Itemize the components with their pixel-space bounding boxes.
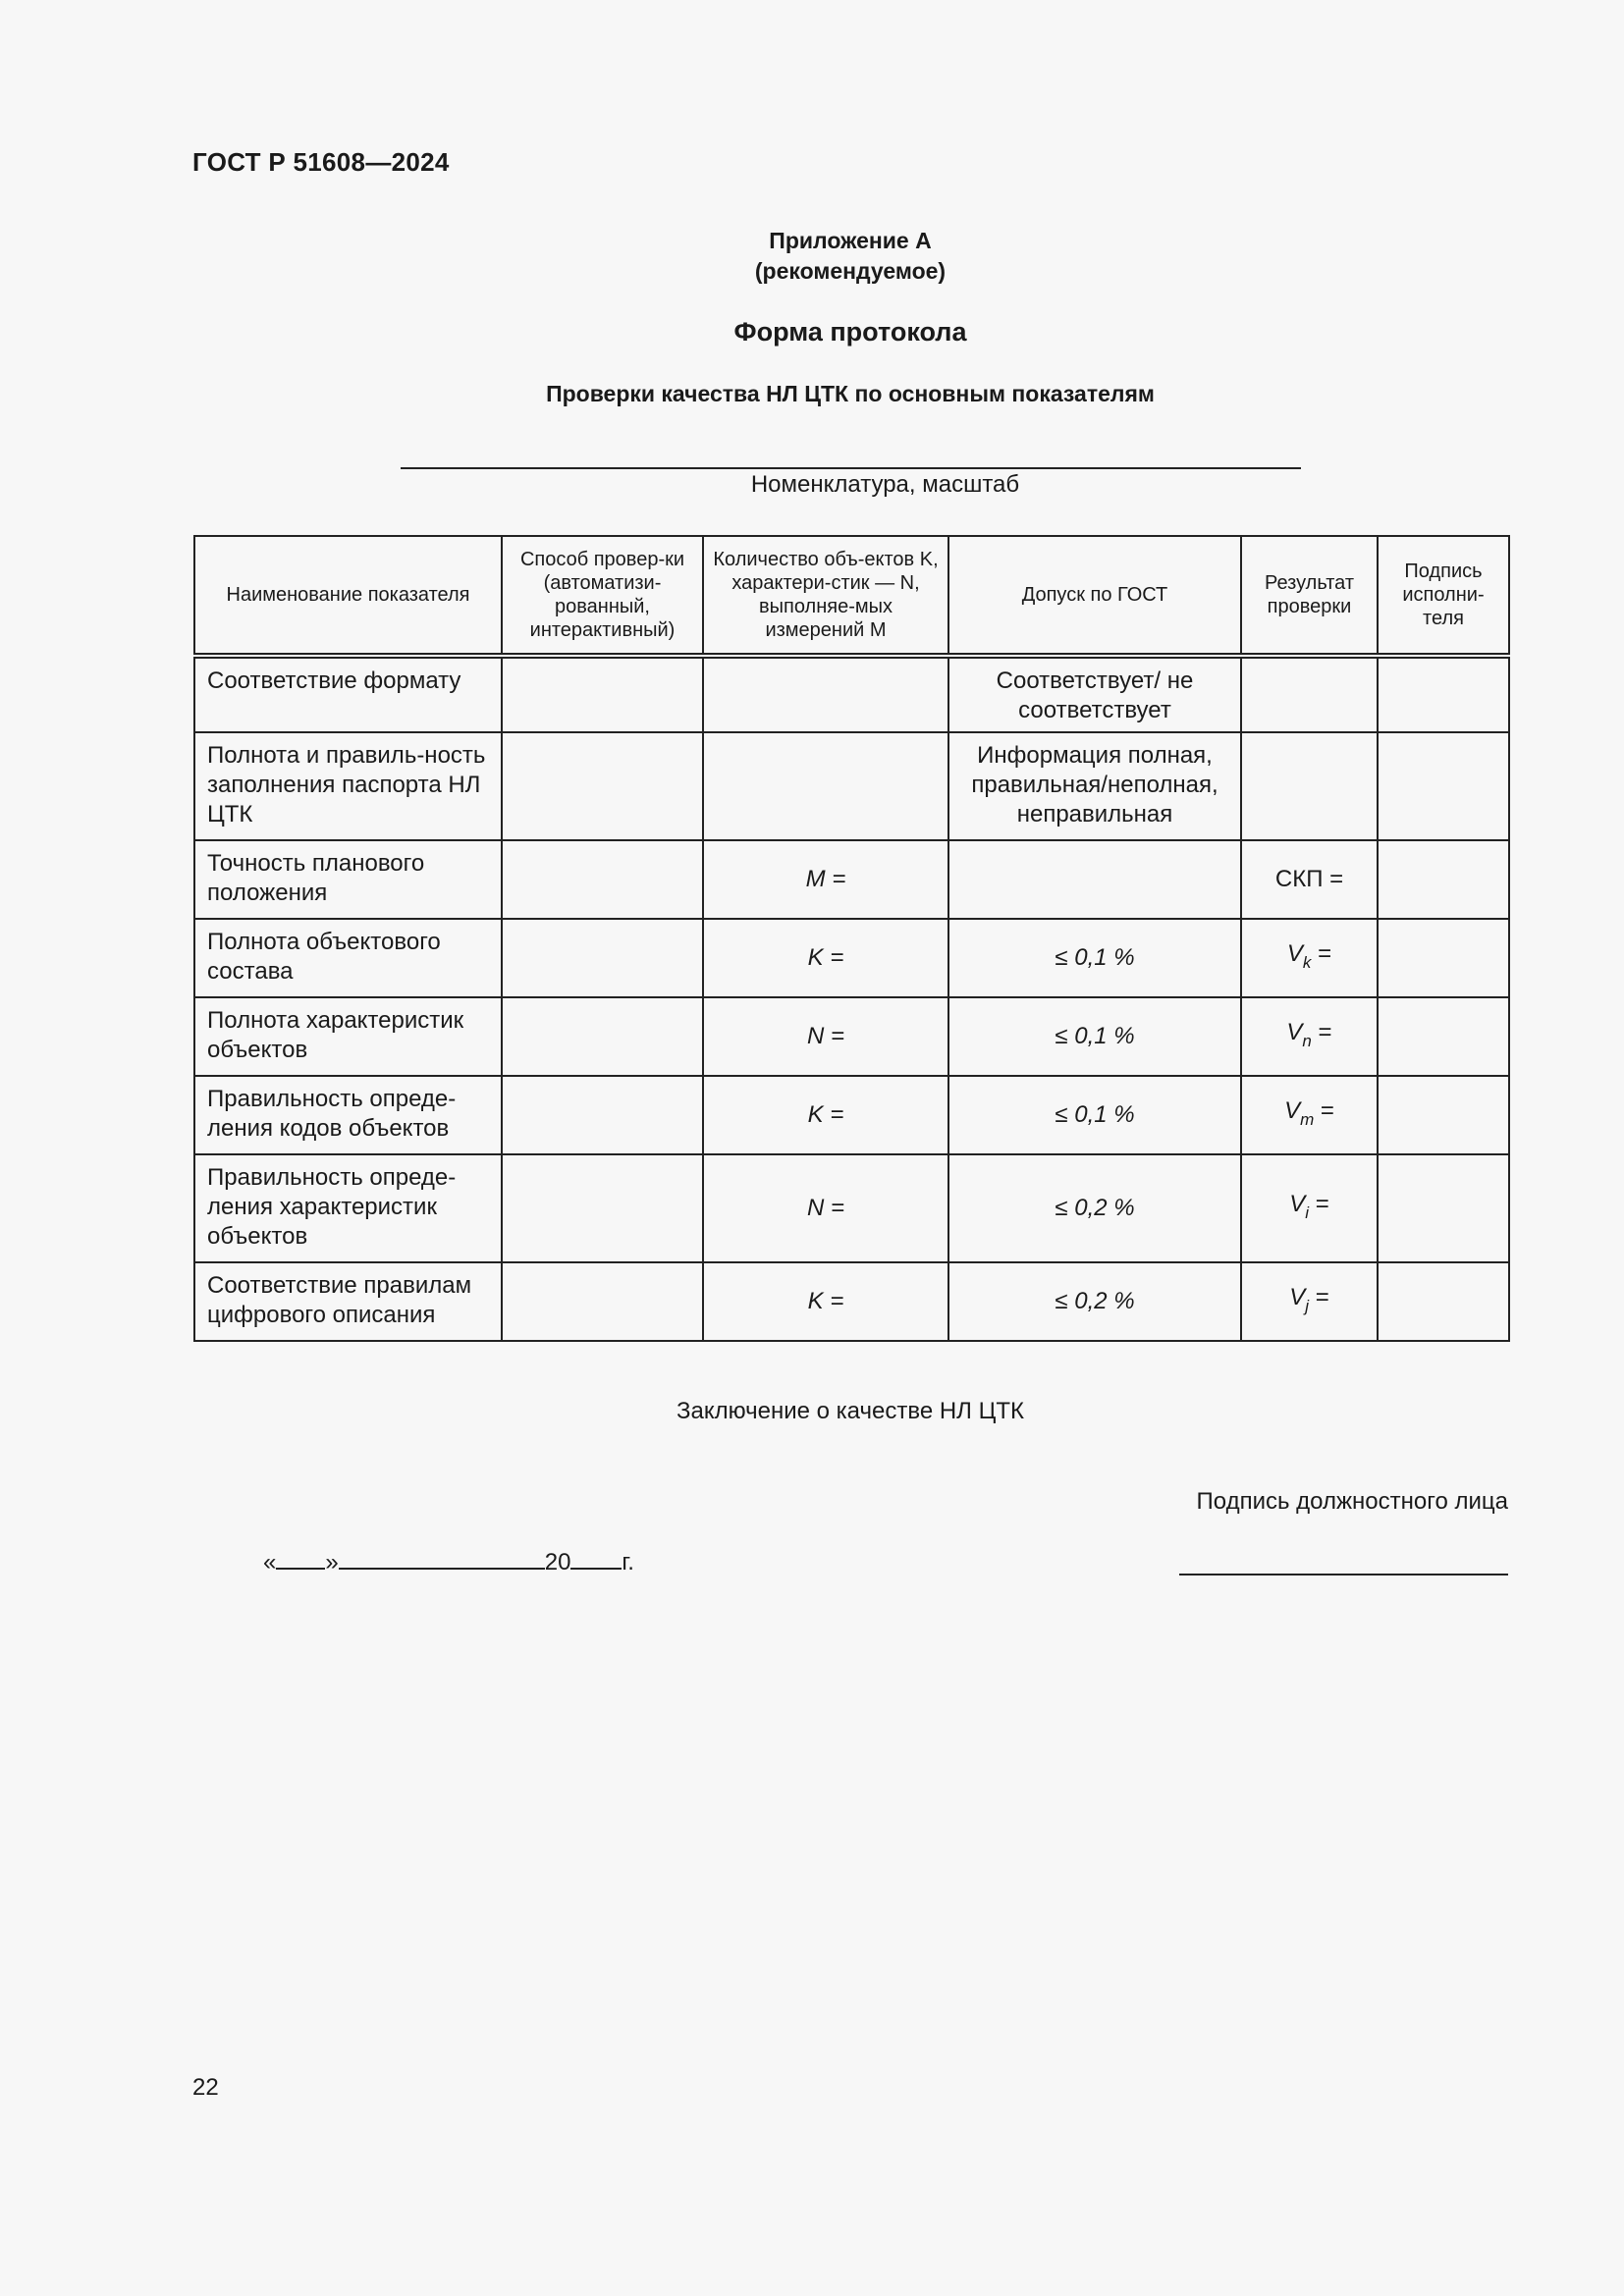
header-tolerance: Допуск по ГОСТ — [948, 536, 1241, 656]
signature-cell[interactable] — [1378, 840, 1509, 919]
check-method-cell[interactable] — [502, 732, 703, 840]
header-indicator-name: Наименование показателя — [194, 536, 502, 656]
table-row — [194, 997, 1509, 1076]
tolerance-cell: ≤ 0,2 % — [948, 1154, 1241, 1262]
indicator-name: Соответствие формату — [194, 656, 502, 732]
date-century: 20 — [544, 1549, 571, 1575]
header-object-count: Количество объ-ектов K, характери-стик — N, выполняе-мых измерений M — [703, 536, 948, 656]
table-row — [194, 1076, 1509, 1154]
nomenclature-label: Номенклатура, масштаб — [750, 471, 1020, 498]
date-day-blank[interactable] — [276, 1548, 325, 1570]
result-cell[interactable] — [1241, 732, 1378, 840]
signature-cell[interactable] — [1378, 1076, 1509, 1154]
result-cell[interactable]: $V_j$ = — [1241, 1262, 1378, 1341]
count-cell[interactable]: K = — [703, 1076, 948, 1154]
date-open-quote: « — [263, 1549, 277, 1575]
table-row — [194, 732, 1509, 840]
date-year-blank[interactable] — [570, 1548, 622, 1570]
table-row — [194, 1262, 1509, 1341]
signature-line[interactable] — [1179, 1574, 1508, 1575]
signature-label: Подпись должностного лица — [1196, 1488, 1508, 1515]
appendix-kind: (рекомендуемое) — [754, 258, 947, 284]
signature-cell[interactable] — [1378, 656, 1509, 732]
indicator-name: Правильность опреде-ления характеристик объектов — [194, 1154, 502, 1262]
signature-cell[interactable] — [1378, 997, 1509, 1076]
count-cell[interactable]: K = — [703, 919, 948, 997]
result-cell[interactable]: $V_i$ = — [1241, 1154, 1378, 1262]
table-row — [194, 1154, 1509, 1262]
tolerance-cell: ≤ 0,1 % — [948, 919, 1241, 997]
appendix-heading — [192, 226, 1508, 287]
protocol-table — [193, 535, 1510, 1342]
signature-cell[interactable] — [1378, 1154, 1509, 1262]
check-method-cell[interactable] — [502, 1262, 703, 1341]
result-cell[interactable]: $V_n$ = — [1241, 997, 1378, 1076]
date-month-blank[interactable] — [339, 1548, 545, 1570]
table-row — [194, 919, 1509, 997]
signature-cell[interactable] — [1378, 1262, 1509, 1341]
result-cell[interactable] — [1241, 656, 1378, 732]
count-cell[interactable]: N = — [703, 1154, 948, 1262]
table-row — [194, 840, 1509, 919]
header-check-result: Результат проверки — [1241, 536, 1378, 656]
appendix-title: Приложение А — [769, 228, 932, 253]
indicator-name: Правильность опреде-ления кодов объектов — [194, 1076, 502, 1154]
header-check-method: Способ провер-ки (автоматизи-рованный, интерактивный) — [502, 536, 703, 656]
date-year-suffix: г. — [622, 1549, 634, 1575]
count-cell[interactable]: N = — [703, 997, 948, 1076]
nomenclature-line — [401, 467, 1301, 469]
tolerance-cell: ≤ 0,1 % — [948, 1076, 1241, 1154]
tolerance-cell: ≤ 0,1 % — [948, 997, 1241, 1076]
form-subtitle: Проверки качества НЛ ЦТК по основным показателям — [546, 381, 1155, 406]
conclusion-label: Заключение о качестве НЛ ЦТК — [677, 1398, 1024, 1424]
page-number: 22 — [192, 2074, 219, 2101]
check-method-cell[interactable] — [502, 1076, 703, 1154]
tolerance-cell: ≤ 0,2 % — [948, 1262, 1241, 1341]
indicator-name: Полнота характеристик объектов — [194, 997, 502, 1076]
signature-cell[interactable] — [1378, 919, 1509, 997]
count-cell[interactable]: M = — [703, 840, 948, 919]
document-header: ГОСТ Р 51608—2024 — [192, 147, 450, 177]
tolerance-cell: Соответствует/ не соответствует — [948, 656, 1241, 732]
signature-cell[interactable] — [1378, 732, 1509, 840]
tolerance-cell — [948, 840, 1241, 919]
indicator-name: Полнота и правиль-ность заполнения паспорта НЛ ЦТК — [194, 732, 502, 840]
result-cell[interactable]: $V_k$ = — [1241, 919, 1378, 997]
result-cell[interactable]: $V_m$ = — [1241, 1076, 1378, 1154]
indicator-name: Соответствие правилам цифрового описания — [194, 1262, 502, 1341]
indicator-name: Точность планового положения — [194, 840, 502, 919]
header-executor-signature: Подпись исполни-теля — [1378, 536, 1509, 656]
check-method-cell[interactable] — [502, 997, 703, 1076]
table-row — [194, 656, 1509, 732]
date-close-quote: » — [325, 1549, 339, 1575]
count-cell[interactable] — [703, 732, 948, 840]
count-cell[interactable] — [703, 656, 948, 732]
check-method-cell[interactable] — [502, 1154, 703, 1262]
count-cell[interactable]: K = — [703, 1262, 948, 1341]
form-title: Форма протокола — [733, 317, 967, 347]
date-field — [263, 1548, 634, 1576]
check-method-cell[interactable] — [502, 840, 703, 919]
check-method-cell[interactable] — [502, 656, 703, 732]
tolerance-cell: Информация полная, правильная/неполная, неправильная — [948, 732, 1241, 840]
table-header-row — [194, 536, 1509, 656]
check-method-cell[interactable] — [502, 919, 703, 997]
indicator-name: Полнота объектового состава — [194, 919, 502, 997]
result-cell[interactable]: СКП = — [1241, 840, 1378, 919]
